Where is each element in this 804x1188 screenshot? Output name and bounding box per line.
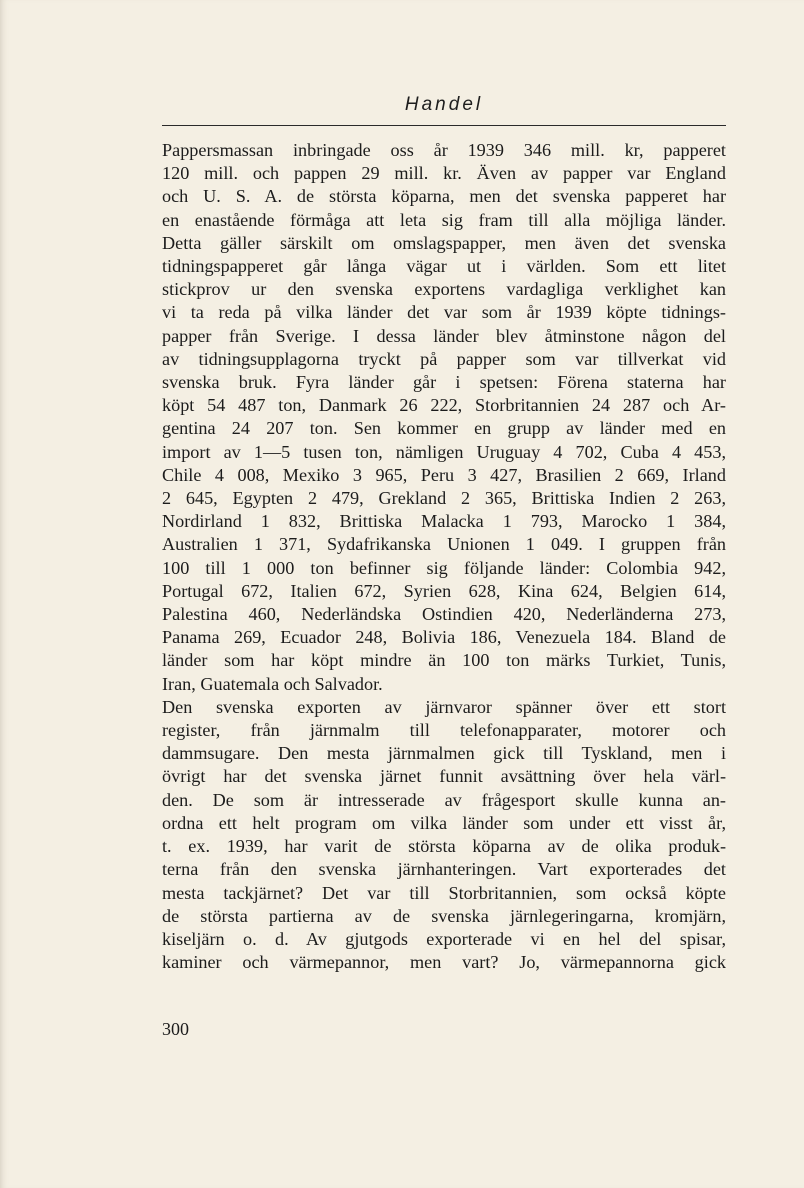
text-line: 120 mill. och pappen 29 mill. kr. Även av papper var England bbox=[162, 163, 726, 184]
page-number: 300 bbox=[162, 1019, 189, 1039]
text-line: stickprov ur den svenska exportens vardagliga verklighet kan bbox=[162, 279, 726, 300]
text-line: svenska bruk. Fyra länder går i spetsen: Förena staterna har bbox=[162, 372, 726, 393]
text-line: de största partierna av de svenska järnlegeringarna, kromjärn, bbox=[162, 905, 726, 926]
running-title: Handel bbox=[404, 94, 484, 115]
text-line: Panama 269, Ecuador 248, Bolivia 186, Venezuela 184. Bland de bbox=[162, 627, 726, 648]
text-line: av tidningsupplagorna tryckt på papper som var tillverkat vid bbox=[162, 348, 726, 369]
text-line: Detta gäller särskilt om omslagspapper, men även det svenska bbox=[162, 232, 726, 253]
text-line: köpt 54 487 ton, Danmark 26 222, Storbritannien 24 287 och Ar- bbox=[162, 395, 726, 416]
text-line: och U. S. A. de största köparna, men det svenska papperet har bbox=[162, 186, 726, 207]
text-line: kiseljärn o. d. Av gjutgods exporterade vi en hel del spisar, bbox=[162, 928, 726, 949]
text-line: terna från den svenska järnhanteringen. Vart exporterades det bbox=[162, 859, 726, 880]
text-line: t. ex. 1939, har varit de största köparna av de olika produk- bbox=[162, 836, 726, 857]
text-line: vi ta reda på vilka länder det var som år 1939 köpte tidnings- bbox=[162, 302, 726, 323]
text-line: Australien 1 371, Sydafrikanska Unionen 1 049. I gruppen från bbox=[162, 534, 726, 555]
text-line: import av 1—5 tusen ton, nämligen Uruguay 4 702, Cuba 4 453, bbox=[162, 441, 726, 462]
text-line: gentina 24 207 ton. Sen kommer en grupp av länder med en bbox=[162, 418, 726, 439]
text-line: dammsugare. Den mesta järnmalmen gick till Tyskland, men i bbox=[162, 743, 726, 764]
text-line: 100 till 1 000 ton befinner sig följande länder: Colombia 942, bbox=[162, 557, 726, 578]
text-line: den. De som är intresserade av frågesport skulle kunna an- bbox=[162, 789, 726, 810]
text-line: länder som har köpt mindre än 100 ton märks Turkiet, Tunis, bbox=[162, 650, 726, 671]
text-line: Pappersmassan inbringade oss år 1939 346 mill. kr, papperet bbox=[162, 140, 726, 160]
text-line: Palestina 460, Nederländska Ostindien 420, Nederländerna 273, bbox=[162, 604, 726, 625]
text-line: 2 645, Egypten 2 479, Grekland 2 365, Brittiska Indien 2 263, bbox=[162, 488, 726, 509]
text-line: tidningspapperet går långa vägar ut i världen. Som ett litet bbox=[162, 256, 726, 277]
text-line: kaminer och värmepannor, men vart? Jo, värmepannorna gick bbox=[162, 952, 726, 973]
text-line: papper från Sverige. I dessa länder blev åtminstone någon del bbox=[162, 325, 726, 346]
paragraph-paper-exports bbox=[162, 139, 726, 696]
text-line: Portugal 672, Italien 672, Syrien 628, Kina 624, Belgien 614, bbox=[162, 580, 726, 601]
paragraph-iron-exports bbox=[162, 696, 726, 974]
text-line: ordna ett helt program om vilka länder som under ett visst år, bbox=[162, 812, 726, 833]
text-line: mesta tackjärnet? Det var till Storbritannien, som också köpte bbox=[162, 882, 726, 903]
text-line: register, från järnmalm till telefonapparater, motorer och bbox=[162, 720, 726, 741]
text-line: en enastående förmåga att leta sig fram till alla möjliga länder. bbox=[162, 209, 726, 230]
text-line: Den svenska exporten av järnvaror spänner över ett stort bbox=[162, 696, 726, 717]
text-line: Iran, Guatemala och Salvador. bbox=[162, 673, 383, 694]
body-text bbox=[162, 139, 726, 974]
header-rule bbox=[162, 125, 726, 126]
text-line: övrigt har det svenska järnet funnit avsättning över hela värl- bbox=[162, 766, 726, 787]
text-line: Chile 4 008, Mexiko 3 965, Peru 3 427, Brasilien 2 669, Irland bbox=[162, 464, 726, 485]
text-line: Nordirland 1 832, Brittiska Malacka 1 793, Marocko 1 384, bbox=[162, 511, 726, 532]
